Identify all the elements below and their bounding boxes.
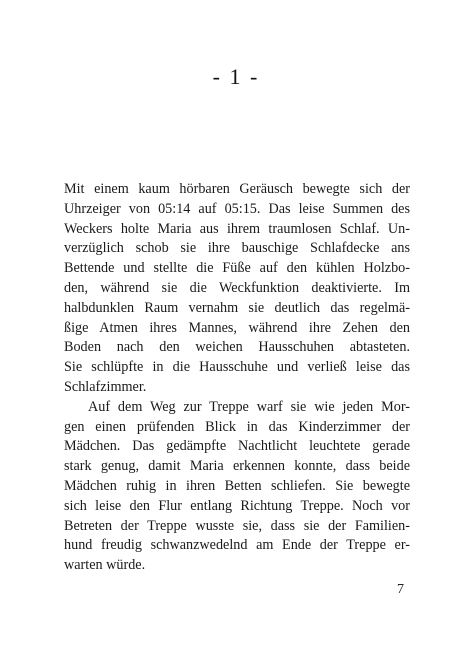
text-line: sich leise den Flur entlang Richtung Treppe. Noch vor (64, 497, 410, 514)
text-line: Mädchen ruhig in ihren Betten schliefen. Sie bewegte (64, 477, 410, 494)
text-line: halbdunklen Raum vernahm sie deutlich das regelmä- (64, 299, 410, 316)
text-line: Sie schlüpfte in die Hausschuhe und verließ leise das (64, 359, 410, 376)
paragraph-2 (64, 398, 410, 576)
text-line: Boden nach den weichen Hausschuhen abtasteten. (64, 339, 410, 356)
text-line: Betreten der Treppe wusste sie, dass sie der Familien- (64, 517, 410, 534)
text-line: Bettende und stellte die Füße auf den kühlen Holzbo- (64, 260, 410, 277)
text-line: den, während sie die Weckfunktion deaktivierte. Im (64, 279, 410, 296)
text-line: ßige Atmen ihres Mannes, während ihre Zehen den (64, 319, 410, 336)
page-number: 7 (397, 582, 404, 597)
text-line: Auf dem Weg zur Treppe warf sie wie jeden Mor- (88, 398, 410, 415)
text-line: gen einen prüfenden Blick in das Kinderzimmer der (64, 418, 410, 435)
text-line: verzüglich schob sie ihre bauschige Schlafdecke ans (64, 240, 410, 257)
text-line: stark genug, damit Maria erkennen konnte, dass beide (64, 458, 410, 475)
text-line: warten würde. (64, 557, 146, 574)
text-line: Uhrzeiger von 05:14 auf 05:15. Das leise Summen des (64, 200, 410, 217)
text-line: Weckers holte Maria aus ihrem traumlosen Schlaf. Un- (64, 220, 410, 237)
paragraph-1 (64, 180, 410, 398)
text-line: hund freudig schwanzwedelnd am Ende der Treppe er- (64, 537, 410, 554)
text-line: Mit einem kaum hörbaren Geräusch bewegte sich der (64, 181, 410, 197)
chapter-title: - 1 - (212, 64, 260, 89)
body-text (64, 180, 410, 576)
text-line: Schlafzimmer. (64, 378, 147, 395)
text-line: Mädchen. Das gedämpfte Nachtlicht leuchtete gerade (64, 438, 410, 455)
